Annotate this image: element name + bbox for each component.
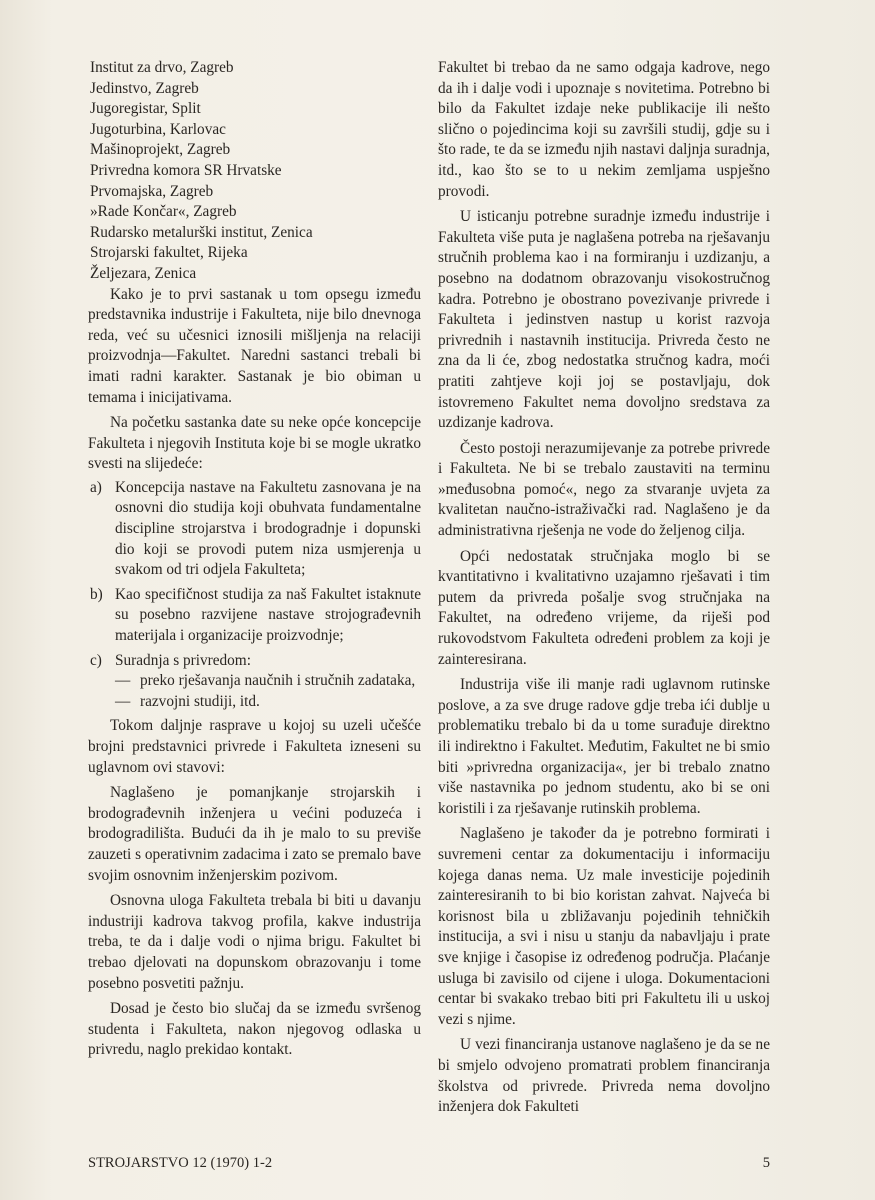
dash-marker: — — [115, 692, 131, 710]
list-item-text: preko rješavanja naučnih i stručnih zadataka, — [140, 672, 416, 690]
paragraph: U vezi financiranja ustanove naglašeno je da se ne bi smjelo odvojeno promatrati problem financiranja školstva od privrede. Privreda nema dovoljno inženjera dok Fakulteti — [438, 1036, 770, 1116]
paragraph: Opći nedostatak stručnjaka moglo bi se kvantitativno i kvalitativno uzajamno rješavati i tim putem da privreda pošalje svog stručnjaka na Fakultet, na određeno vrijeme, da riješi pod rukovodstvom Fakulteta određeni problem za koji je zainteresirana. — [438, 547, 770, 668]
cooperation-sublist — [115, 671, 421, 712]
list-item: Rudarsko metalurški institut, Zenica — [90, 223, 313, 241]
left-column — [88, 58, 421, 1061]
list-item — [90, 478, 421, 581]
list-item: Privredna komora SR Hrvatske — [90, 161, 282, 179]
list-item: Prvomajska, Zagreb — [90, 182, 214, 200]
journal-citation: STROJARSTVO 12 (1970) 1-2 — [88, 1155, 273, 1171]
paragraph: U isticanju potrebne suradnje između industrije i Fakulteta više puta je naglašena potreba na rješavanju stručnih problema kao i na formiranju i uzdizanju, a posebno na dodatnom obrazovanju visokostručnog kadra. Potrebno je obostrano povezivanje privrede i Fakulteta i jedinstven nastup u korist razvoja privrednih i nastavnih institucija. Privreda često ne zna da li će, zbog nedostatka stručnog kadra, moći pratiti zahtjeve koji joj se postavljaju, dok istovremeno Fakultet nema dovoljno sredstava za uzdizanje kadrova. — [438, 208, 770, 432]
list-item: Jedinstvo, Zagreb — [90, 79, 199, 97]
dash-marker: — — [115, 672, 131, 690]
paragraph: Kako je to prvi sastanak u tom opsegu između predstavnika industrije i Fakulteta, nije bilo dnevnoga reda, već su učesnici iznosili mišljenja na relaciji proizvodnja—Fakultet. Naredni sastanci trebali bi imati radni karakter. Sastanak je bio obiman u temama i inicijativama. — [88, 285, 421, 406]
list-item — [115, 692, 421, 713]
list-item: Mašinoprojekt, Zagreb — [90, 141, 231, 159]
paragraph: Često postoji nerazumijevanje za potrebe privrede i Fakulteta. Ne bi se trebalo zaustaviti na terminu »međusobna pomoć«, nego za stvaranje uvjeta za kvalitetan naučno-istraživački rad. Naglašeno je da administrativna rješenja ne vode do željenog cilja. — [438, 439, 770, 540]
paragraph: Dosad je često bio slučaj da se između svršenog studenta i Fakulteta, nakon njegovog odlaska u privredu, naglo prekidao kontakt. — [88, 1000, 421, 1059]
list-item: »Rade Končar«, Zagreb — [90, 203, 237, 221]
list-marker: c) — [90, 651, 102, 669]
list-item — [90, 651, 421, 713]
list-item — [90, 585, 421, 647]
concepts-list — [90, 478, 421, 713]
right-column — [438, 58, 770, 1118]
paragraph: Osnovna uloga Fakulteta trebala bi biti u davanju industriji kadrova takvog profila, kakve industrija treba, te da i dalje vodi o njima brigu. Fakultet bi trebao djelovati na dopunskom obrazovanju i tome posebno posvetiti pažnju. — [88, 892, 421, 992]
list-marker: a) — [90, 478, 102, 496]
paragraph: Industrija više ili manje radi uglavnom rutinske poslove, a za sve druge radove gdje treba ići dublje u problematiku trebalo bi da u tome surađuje direktno ili indirektno i Fakultet. Međutim, Fakultet ne bi smio biti »privredna organizacija«, jer bi trebalo znatno više nastavnika po jednom studentu, ako bi se oni koristili i za rješavanje rutinskih problema. — [438, 676, 770, 817]
paragraph: Na početku sastanka date su neke opće koncepcije Fakulteta i njegovih Instituta koje bi se mogle ukratko svesti na slijedeće: — [88, 414, 421, 473]
list-item: Institut za drvo, Zagreb — [90, 59, 234, 76]
list-item: Željezara, Zenica — [90, 264, 197, 282]
attendee-list — [90, 58, 421, 285]
paragraph: Naglašeno je pomanjkanje strojarskih i brodograđevnih inženjera u većini poduzeća i brodogradilišta. Budući da ih je malo to su previše zauzeti s operativnim zadacima i zato se premalo bave svojim osnovnim inženjerskim pozivom. — [88, 784, 421, 884]
paragraph: Tokom daljnje rasprave u kojoj su uzeli učešće brojni predstavnici privrede i Fakulteta izneseni su uglavnom ovi stavovi: — [88, 717, 421, 776]
list-item — [115, 671, 421, 692]
page-footer — [88, 1155, 770, 1172]
list-item-text: razvojni studiji, itd. — [140, 692, 260, 710]
list-item-text: Koncepcija nastave na Fakultetu zasnovana je na osnovni dio studija koji obuhvata fundamentalne discipline strojarstva i brodogradnje i dopunski dio koji se provodi putem niza usmjerenja u svakom od tri odjela Fakulteta; — [115, 478, 421, 579]
list-item: Jugoturbina, Karlovac — [90, 120, 226, 138]
list-item-text: Kao specifičnost studija za naš Fakultet istaknute su posebno razvijene nastave strojograđevnih materijala i organizacije proizvodnje; — [115, 585, 421, 645]
paragraph: Fakultet bi trebao da ne samo odgaja kadrove, nego da ih i dalje vodi i upoznaje s novitetima. Potrebno bi bilo da Fakultet izdaje neke publikacije ili nešto slično o pojedincima koji su završili studij, gdje su i što rade, te da se između njih nastavi daljnja suradnja, itd., kao što se to u nekim zemljama uspješno provodi. — [438, 59, 770, 200]
paragraph: Naglašeno je također da je potrebno formirati i suvremeni centar za dokumentaciju i informaciju kojega danas nema. Uz male investicije pojedinih zainteresiranih to bi bio koristan zahvat. Najveća bi korisnost bila u zbližavanju pojedinih tehničkih institucija, a svi i nisu u stanju da nabavljaju i prate sve knjige i časopise iz određenog područja. Plaćanje usluga bi zavisilo od cijene i uloga. Dokumentacioni centar bi svakako trebao biti pri Fakultetu ili u uskoj vezi s njime. — [438, 825, 770, 1028]
list-marker: b) — [90, 585, 103, 603]
list-item: Jugoregistar, Split — [90, 100, 201, 118]
list-item-text: Suradnja s privredom: — [115, 651, 251, 669]
page-number: 5 — [762, 1155, 770, 1171]
list-item: Strojarski fakultet, Rijeka — [90, 244, 248, 262]
